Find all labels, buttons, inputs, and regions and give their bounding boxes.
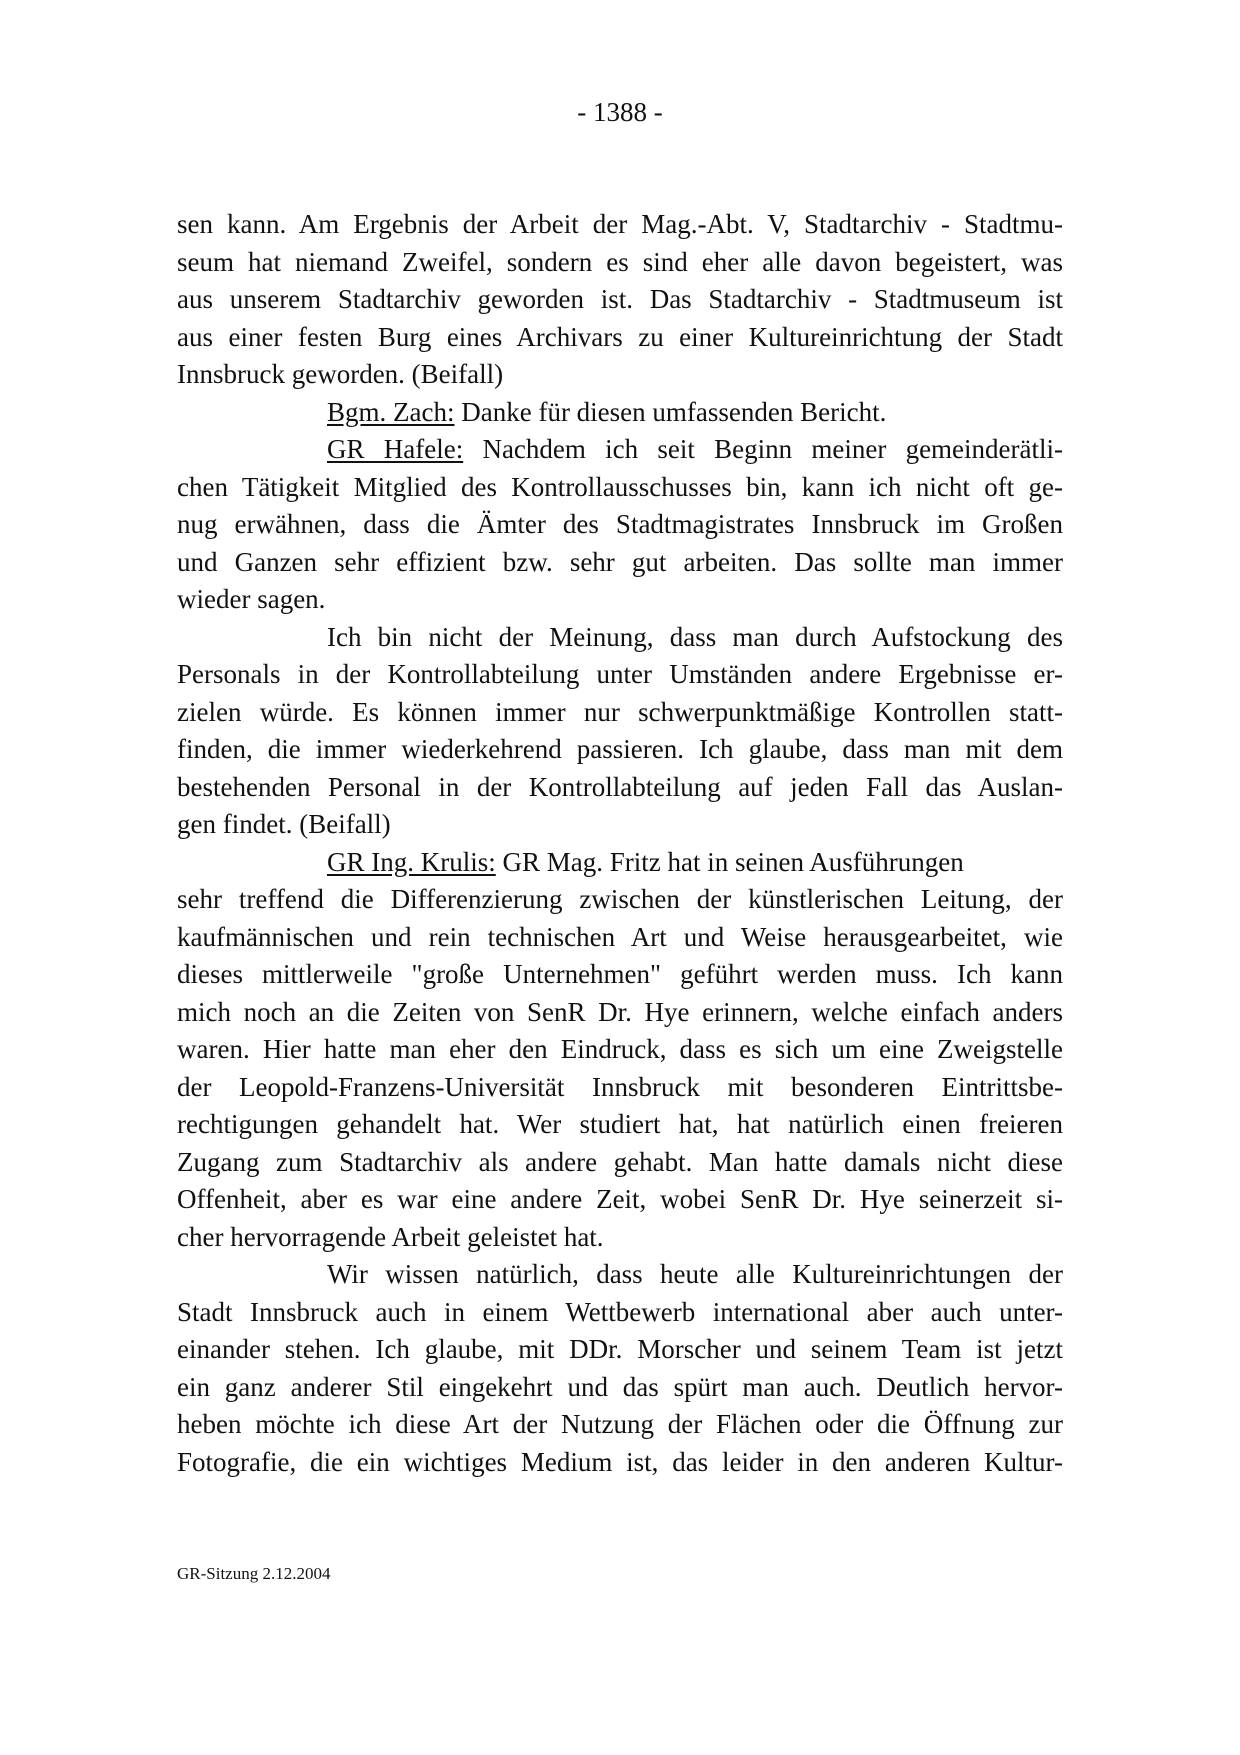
text-line: der Leopold-Franzens-Universität Innsbruck mit besonderen Eintrittsbe-: [177, 1071, 1063, 1102]
text-line: Offenheit, aber es war eine andere Zeit, wobei SenR Dr. Hye seinerzeit si-: [177, 1184, 1063, 1214]
text-line: Ich bin nicht der Meinung, dass man durch Aufstockung des: [327, 621, 1063, 652]
speech-zach: [177, 394, 1063, 432]
page-number: - 1388 -: [577, 97, 663, 127]
text-line: zielen würde. Es können immer nur schwerpunktmäßige Kontrollen statt-: [177, 696, 1063, 727]
text-line: waren. Hier hatte man eher den Eindruck, dass es sich um eine Zweigstelle: [177, 1034, 1063, 1064]
text-line: gen findet. (Beifall): [177, 809, 391, 839]
text-line: cher hervorragende Arbeit geleistet hat.: [177, 1221, 604, 1252]
text-line: dieses mittlerweile "große Unternehmen" geführt werden muss. Ich kann: [177, 959, 1063, 989]
text-line: einander stehen. Ich glaube, mit DDr. Morscher und seinem Team ist jetzt: [177, 1334, 1063, 1364]
speech-text: GR Mag. Fritz hat in seinen Ausführungen: [495, 846, 964, 877]
text-line: Personals in der Kontrollabteilung unter Umständen andere Ergebnisse er-: [177, 659, 1063, 689]
text-line: finden, die immer wiederkehrend passieren. Ich glaube, dass man mit dem: [177, 734, 1063, 764]
speech-text: Danke für diesen umfassenden Bericht.: [454, 396, 887, 427]
text-line: sen kann. Am Ergebnis der Arbeit der Mag.-Abt. V, Stadtarchiv - Stadtmu-: [177, 209, 1063, 239]
text-line: bestehenden Personal in der Kontrollabteilung auf jeden Fall das Auslan-: [177, 771, 1063, 802]
text-line: rechtigungen gehandelt hat. Wer studiert hat, hat natürlich einen freieren: [177, 1109, 1063, 1139]
text-line: aus unserem Stadtarchiv geworden ist. Das Stadtarchiv - Stadtmuseum ist: [177, 284, 1063, 314]
text-line: kaufmännischen und rein technischen Art und Weise herausgearbeitet, wie: [177, 921, 1063, 952]
text-line: und Ganzen sehr effizient bzw. sehr gut arbeiten. Das sollte man immer: [177, 546, 1063, 577]
text-line: Fotografie, die ein wichtiges Medium ist, das leider in den anderen Kultur-: [177, 1446, 1063, 1477]
speech-hafele: [177, 431, 1063, 469]
text-line: Zugang zum Stadtarchiv als andere gehabt. Man hatte damals nicht diese: [177, 1146, 1063, 1177]
text-line: mich noch an die Zeiten von SenR Dr. Hye erinnern, welche einfach anders: [177, 996, 1063, 1027]
text-line: wieder sagen.: [177, 584, 326, 614]
text-line: heben möchte ich diese Art der Nutzung der Flächen oder die Öffnung zur: [177, 1409, 1063, 1439]
speech-krulis: [177, 844, 1063, 882]
speaker-name: Bgm. Zach:: [327, 396, 455, 427]
text-line: Stadt Innsbruck auch in einem Wettbewerb international aber auch unter-: [177, 1296, 1063, 1327]
text-line: aus einer festen Burg eines Archivars zu einer Kultureinrichtung der Stadt: [177, 321, 1063, 352]
text-line: sehr treffend die Differenzierung zwischen der künstlerischen Leitung, der: [177, 884, 1063, 914]
text-line: ein ganz anderer Stil eingekehrt und das spürt man auch. Deutlich hervor-: [177, 1371, 1063, 1402]
speaker-name: GR Ing. Krulis:: [327, 846, 496, 877]
body-text: [177, 206, 1063, 1481]
footer-session: GR-Sitzung 2.12.2004: [177, 1564, 331, 1583]
speech-text: Nachdem ich seit Beginn meiner gemeinderätli-: [463, 434, 1064, 464]
text-line: chen Tätigkeit Mitglied des Kontrollausschusses bin, kann ich nicht oft ge-: [177, 471, 1063, 502]
text-line: Wir wissen natürlich, dass heute alle Kultureinrichtungen der: [327, 1259, 1063, 1289]
speaker-name: GR Hafele:: [327, 434, 464, 464]
text-line: Innsbruck geworden. (Beifall): [177, 359, 504, 389]
text-line: seum hat niemand Zweifel, sondern es sind eher alle davon begeistert, was: [177, 246, 1063, 277]
text-line: nug erwähnen, dass die Ämter des Stadtmagistrates Innsbruck im Großen: [177, 509, 1063, 539]
